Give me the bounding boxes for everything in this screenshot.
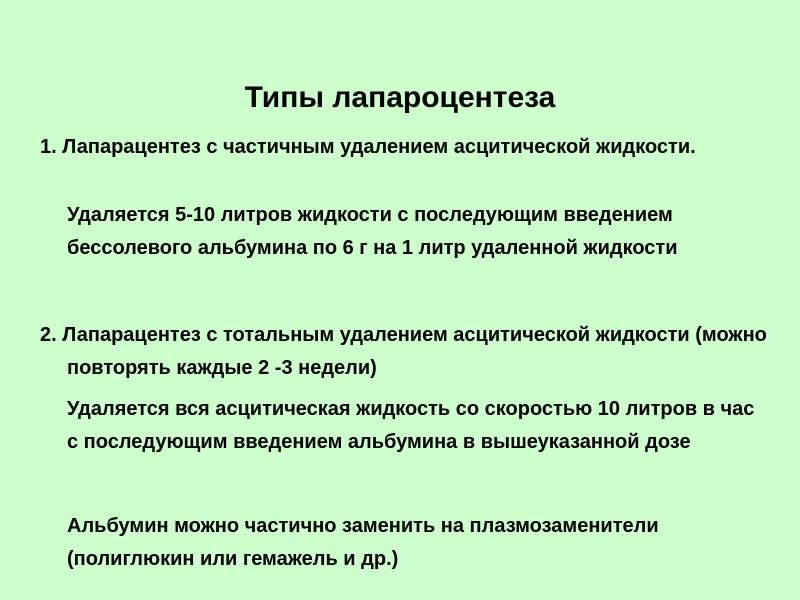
list-item-1-text: Удаляется 5-10 литров жидкости с последующим введением бессолевого альбумина по 6 г на 1 литр удаленной жидкости: [67, 204, 678, 259]
list-item-2-text: Удаляется вся асцитическая жидкость со скоростью 10 литров в час с последующим введением альбумина в вышеуказанной дозе: [67, 398, 755, 453]
list-item-2-heading: 2. Лапарацентез с тотальным удалением асцитической жидкости (можно повторять каждые 2 -3 недели): [40, 324, 767, 379]
slide-title: Типы лапароцентеза: [244, 81, 556, 114]
albumin-note: Альбумин можно частично заменить на плазмозаменители (полиглюкин или гемажель и др.): [67, 515, 659, 570]
list-item-1-heading: 1. Лапарацентез с частичным удалением асцитической жидкости.: [40, 136, 696, 158]
